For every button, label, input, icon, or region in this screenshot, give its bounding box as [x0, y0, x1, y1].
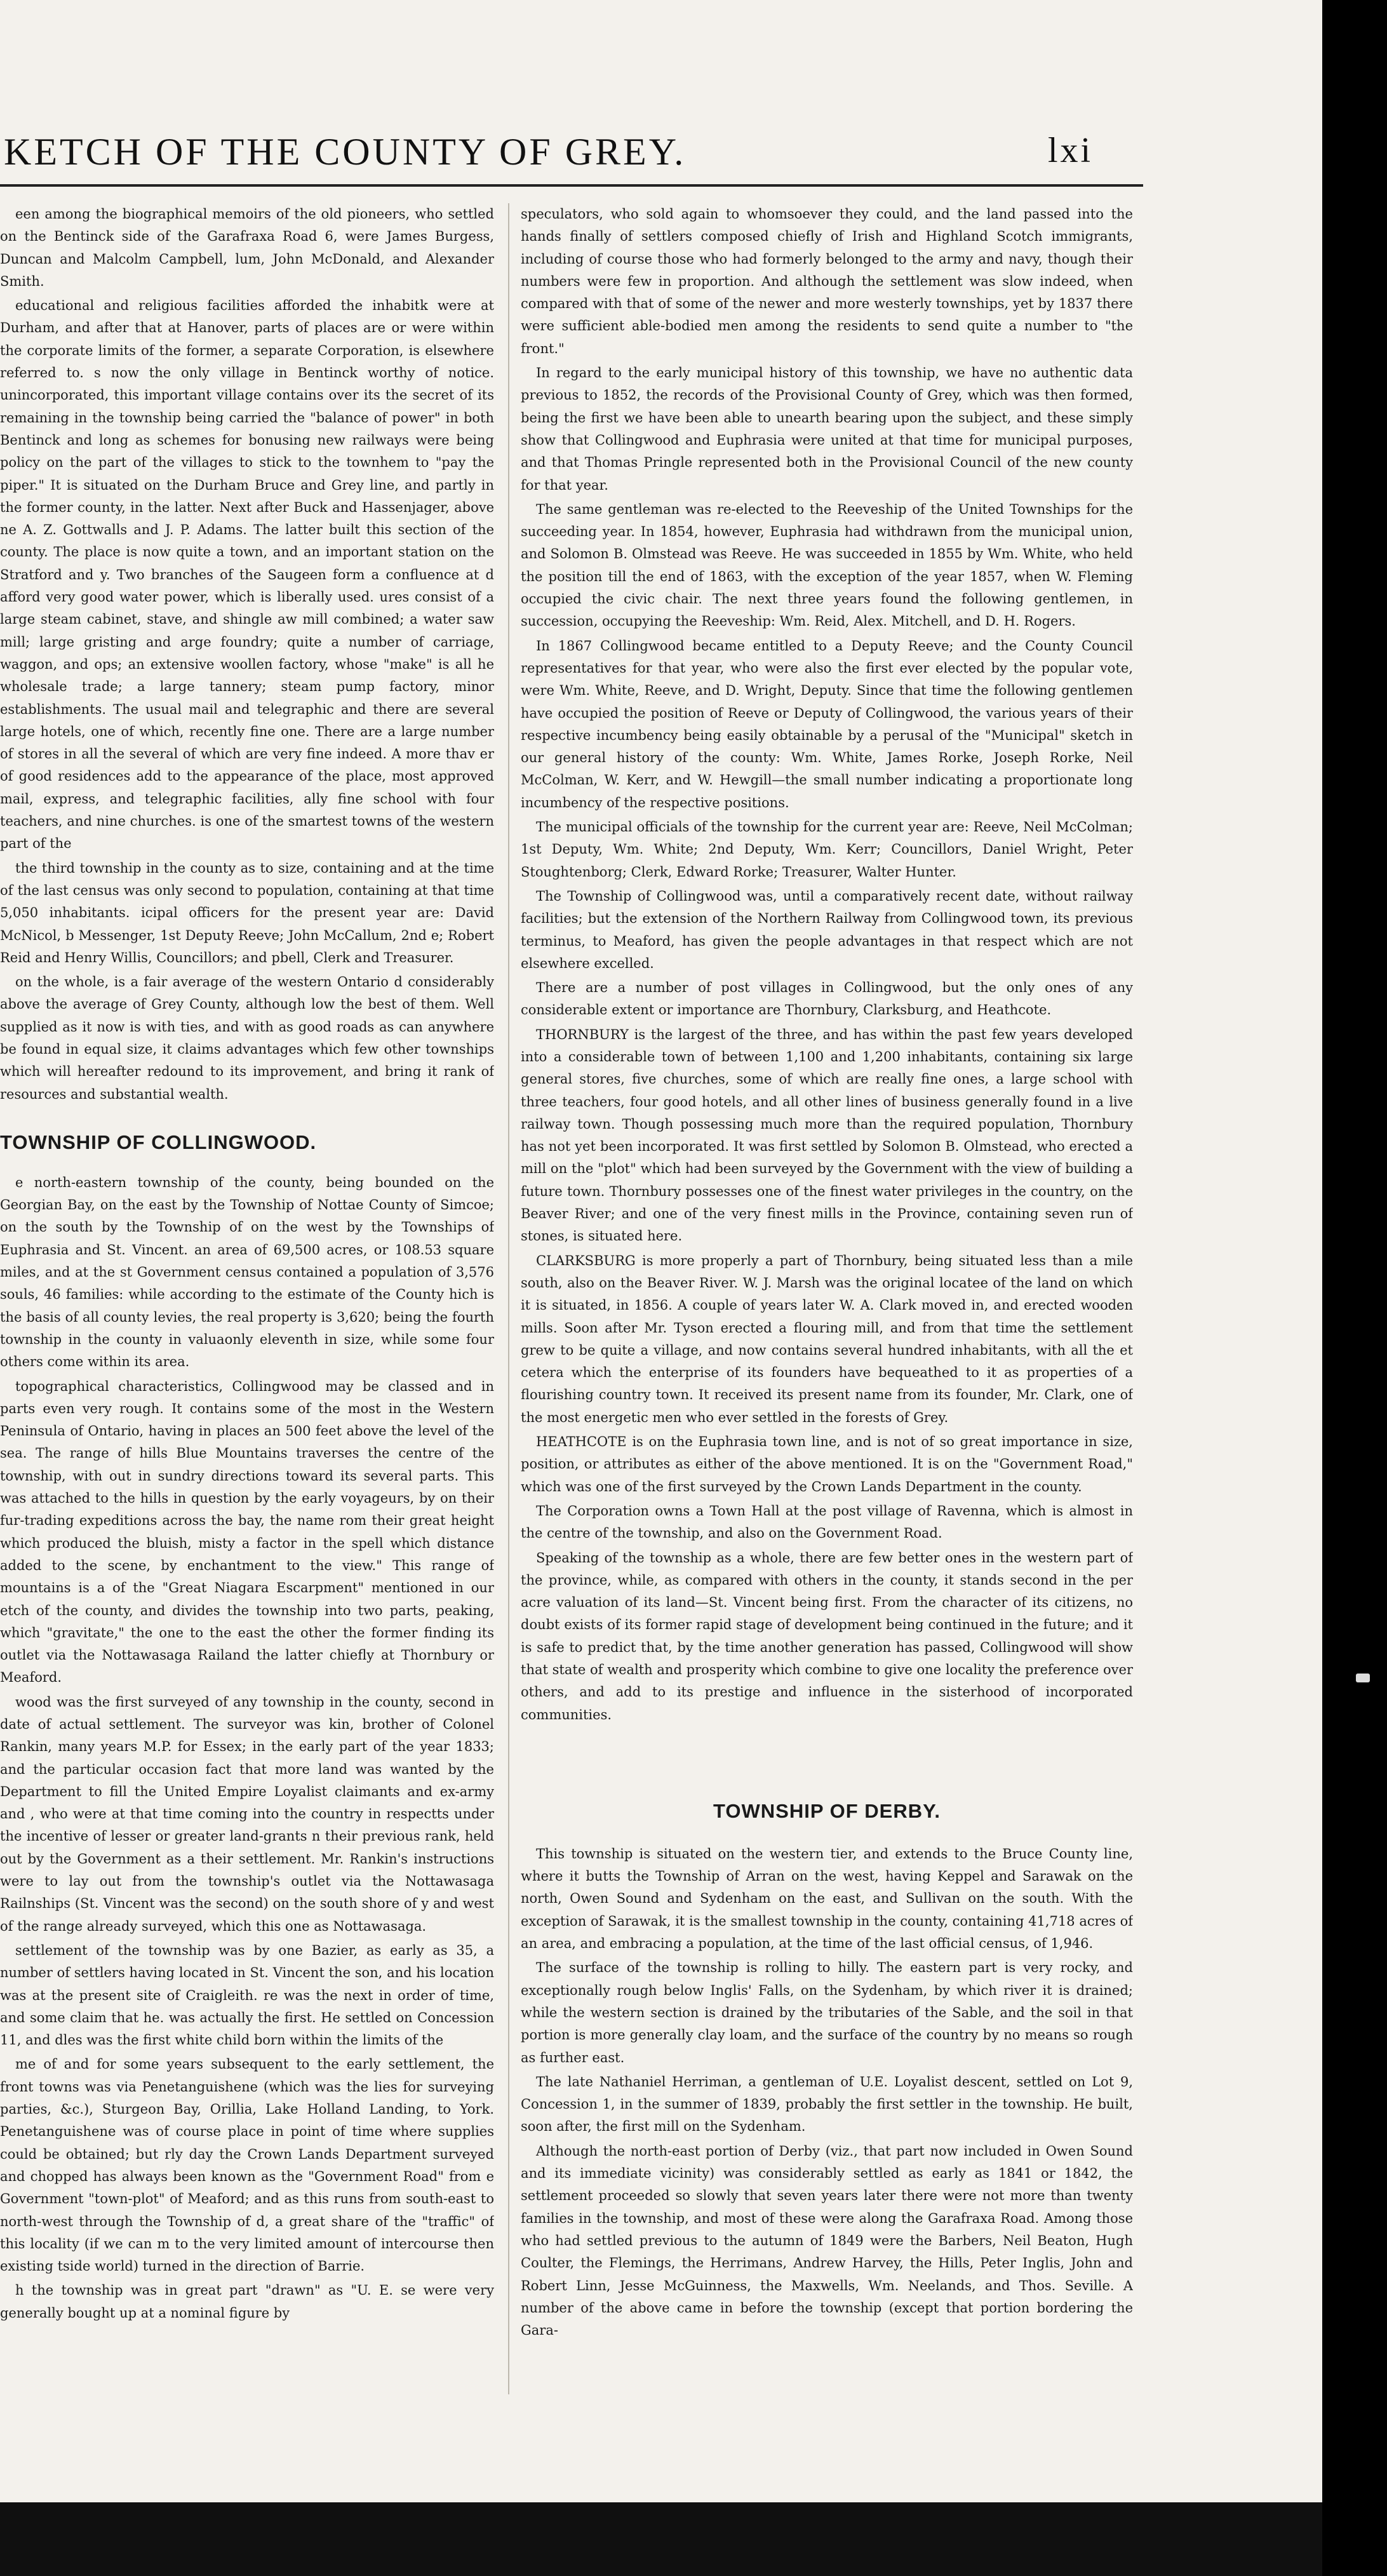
right-paragraph: In 1867 Collingwood became entitled to a Deputy Reeve; and the County Council representatives for that year, who were also the first ever elected by the popular vote, were Wm. White, Reeve, and D. Wright, Deputy. Since that time the following gentlemen have occupied the position of Reeve or Deputy of Collingwood, the various years of their respective incumbency being easily obtainable by a perusal of the "Municipal" sketch in our general history of the county: Wm. White, James Rorke, Joseph Rorke, Neil McColman, W. Kerr, and W. Hewgill—the small number indicating a proportionate long incumbency of the respective positions.	[521, 638, 1133, 810]
right-paragraph: speculators, who sold again to whomsoever they could, and the land passed into the hands finally of settlers composed chiefly of Irish and Highland Scotch immigrants, including of course those who had formerly belonged to the army and navy, though their numbers were few in proportion. And although the settlement was slow indeed, when compared with that of some of the newer and more westerly townships, yet by 1837 there were sufficient able-bodied men among the residents to send quite a number to "the front."	[521, 206, 1133, 356]
right-paragraph: HEATHCOTE is on the Euphrasia town line, and is not of so great importance in size, position, or attributes as either of the above mentioned. It is on the "Government Road," which was one of the first surveyed by the Crown Lands Department in the county.	[521, 1434, 1133, 1494]
right-paragraph: CLARKSBURG is more properly a part of Thornbury, being situated less than a mile south, also on the Beaver River. W. J. Marsh was the original locatee of the land on which it is situated, in 1856. A couple of years later W. A. Clark moved in, and erected wooden mills. Soon after Mr. Tyson erected a flouring mill, and from that time the settlement grew to be quite a village, and now contains several hundred inhabitants, with all the et cetera which the enterprise of its founders have bequeathed to it as properties of a flourishing country town. It received its present name from its founder, Mr. Clark, one of the most energetic men who ever settled in the forests of Grey.	[521, 1252, 1133, 1425]
right-paragraph: Speaking of the township as a whole, there are few better ones in the western part of the province, while, as compared with others in the county, it stands second in the per acre valuation of its land—St. Vincent being first. From the character of its citizens, no doubt exists of its former rapid stage of development being continued in the future; and it is safe to predict that, by the time another generation has passed, Collingwood will show that state of wealth and prosperity which combine to give one locality the preference over others, and add to its prestige and influence in the sisterhood of incorporated communities.	[521, 1550, 1133, 1722]
right-paragraph: Although the north-east portion of Derby (viz., that part now included in Owen Sound and its immediate vicinity) was considerably settled as early as 1841 or 1842, the settlement proceeded so slowly that seven years later there were not more than twenty families in the township, and most of these were along the Garafraxa Road. Among those who had settled previous to the autumn of 1849 were the Barbers, Neil Beaton, Hugh Coulter, the Flemings, the Herrimans, Andrew Harvey, the Hills, Peter Inglis, John and Robert Linn, Jesse McGuinness, the Maxwells, Wm. Neelands, and Thos. Seville. A number of the above came in before the township (except that portion bordering the Gara-	[521, 2143, 1133, 2338]
right-paragraph: THORNBURY is the largest of the three, and has within the past few years developed into a considerable town of between 1,100 and 1,200 inhabitants, containing six large general stores, five churches, some of which are really fine ones, a large school with three teachers, four good hotels, and all other lines of business generally found in a live railway town. Though possessing much more than the required population, Thornbury has not yet been incorporated. It was first settled by Solomon B. Olmstead, who erected a mill on the "plot" which had been surveyed by the Government with the view of building a future town. Thornbury possesses one of the finest water privileges in the country, on the Beaver River; and one of the very finest mills in the Province, containing seven run of stones, is situated here.	[521, 1026, 1133, 1244]
right-column	[521, 203, 1133, 2490]
left-paragraph: een among the biographical memoirs of the old pioneers, who settled on the Bentinck side of the Garafraxa Road 6, were James Burgess, Duncan and Malcolm Campbell, lum, John McDonald, and Alexander Smith.	[0, 206, 494, 289]
section-heading-collingwood: TOWNSHIP OF COLLINGWOOD.	[0, 1130, 317, 1153]
section-heading-derby: TOWNSHIP OF DERBY.	[713, 1799, 941, 1822]
left-paragraph: the third township in the county as to size, containing and at the time of the last census was only second to population, containing at that time 5,050 inhabitants. icipal officers for the present year are: David McNicol, b Messenger, 1st Deputy Reeve; John McCallum, 2nd e; Robert Reid and Henry Willis, Councillors; and pbell, Clerk and Treasurer.	[0, 860, 494, 965]
right-paragraph: There are a number of post villages in Collingwood, but the only ones of any considerable extent or importance are Thornbury, Clarksburg, and Heathcote.	[521, 980, 1133, 1018]
left-paragraph: on the whole, is a fair average of the western Ontario d considerably above the average of Grey County, although low the best of them. Well supplied as it now is with ties, and with as good roads as can anywhere be found in equal size, it claims advantages which few other townships which will hereafter redound to its improvement, and bring it rank of resources and substantial wealth.	[0, 974, 494, 1102]
left-paragraph: h the township was in great part "drawn" as "U. E. se were very generally bought up at a nominal figure by	[0, 2283, 494, 2321]
left-paragraph: settlement of the township was by one Bazier, as early as 35, a number of settlers having located in St. Vincent the son, and his location was at the present site of Craigleith. re was the next in order of time, and some claim that he. was actually the first. He settled on Concession 11, and dles was the first white child born within the limits of the	[0, 1942, 494, 2048]
scan-bottom-shadow	[0, 2502, 1322, 2576]
column-divider	[508, 203, 509, 2394]
running-title: KETCH OF THE COUNTY OF GREY.	[4, 131, 687, 173]
page-header	[0, 130, 1118, 181]
left-paragraph: educational and religious facilities afforded the inhabitk were at Durham, and after that at Hanover, parts of places are or were within the corporate limits of the former, a separate Corporation, is elsewhere referred to. s now the only village in Bentinck worthy of notice. unincorporated, this important village contains over its the secret of its remaining in the township being carried the "balance of power" in both Bentinck and long as schemes for bonusing new railways were being policy on the part of the villages to stick to the townhem to "pay the piper." It is situated on the Durham Bruce and Grey line, and partly in the former county, in the latter. Next after Buck and Hassenjager, above ne A. Z. Gottwalls and J. P. Adams. The latter built this section of the county. The place is now quite a town, and an important station on the Stratford and y. Two branches of the Saugeen form a confluence at d afford very good water power, which is liberally used. ures consist of a large steam cabinet, stave, and shingle aw mill combined; a water saw mill; large gristing and arge foundry; quite a number of carriage, waggon, and ops; an extensive woollen factory, whose "make" is all he wholesale trade; a large tannery; steam pump factory, minor establishments. The usual mail and telegraphic and there are several large hotels, one of which, recently fine one. There are a large number of stores in all the several of which are very fine indeed. A more thav er of good residences add to the appearance of the place, most approved mail, express, and telegraphic facilities, ally fine school with four teachers, and nine churches. is one of the smartest towns of the western part of the	[0, 298, 494, 852]
right-paragraph: The Corporation owns a Town Hall at the post village of Ravenna, which is almost in the centre of the township, and also on the Government Road.	[521, 1503, 1133, 1541]
right-paragraph: The late Nathaniel Herriman, a gentleman of U.E. Loyalist descent, settled on Lot 9, Concession 1, in the summer of 1839, probably the first settler in the township. He built, soon after, the first mill on the Sydenham.	[521, 2074, 1133, 2135]
right-paragraph: The Township of Collingwood was, until a comparatively recent date, without railway facilities; but the extension of the Northern Railway from Collingwood town, its previous terminus, to Meaford, has given the people advantages in that respect which are not elsewhere excelled.	[521, 888, 1133, 971]
header-rule	[0, 184, 1143, 187]
page-number: lxi	[1048, 131, 1094, 170]
left-paragraph: wood was the first surveyed of any township in the county, second in date of actual settlement. The surveyor was kin, brother of Colonel Rankin, many years M.P. for Essex; in the early part of the year 1833; and the particular occasion fact that more land was wanted by the Department to fill the United Empire Loyalist claimants and ex-army and , who were at that time coming into the country in respectts under the incentive of lesser or greater land-grants n their previous rank, held out by the Government as a their settlement. Mr. Rankin's instructions were to lay out from the township's outlet via the Nottawasaga Railnships (St. Vincent was the second) on the south shore of y and west of the range already surveyed, which this one as Nottawasaga.	[0, 1694, 494, 1934]
right-paragraph: This township is situated on the western tier, and extends to the Bruce County line, where it butts the Township of Arran on the west, having Keppel and Sarawak on the north, Owen Sound and Sydenham on the east, and Sullivan on the south. With the exception of Sarawak, it is the smallest township in the county, containing 41,718 acres of an area, and embracing a population, at the time of the last official census, of 1,946.	[521, 1846, 1133, 1952]
right-paragraph: In regard to the early municipal history of this township, we have no authentic data previous to 1852, the records of the Provisional County of Grey, which was then formed, being the first we have been able to unearth bearing upon the subject, and these simply show that Collingwood and Euphrasia were united at that time for municipal purposes, and that Thomas Pringle represented both in the Provisional Council of the new county for that year.	[521, 365, 1133, 493]
right-paragraph: The same gentleman was re-elected to the Reeveship of the United Townships for the succeeding year. In 1854, however, Euphrasia had withdrawn from the municipal union, and Solomon B. Olmstead was Reeve. He was succeeded in 1855 by Wm. White, who held the position till the end of 1863, with the exception of the year 1857, when W. Fleming occupied the civic chair. The next three years found the following gentlemen, in succession, occupying the Reeveship: Wm. Reid, Alex. Mitchell, and D. H. Rogers.	[521, 501, 1133, 629]
left-paragraph: me of and for some years subsequent to the early settlement, the front towns was via Penetanguishene (which was the lies for surveying parties, &c.), Sturgeon Bay, Orillia, Lake Holland Landing, to York. Penetanguishene was of course place in point of time where supplies could be obtained; but rly day the Crown Lands Department surveyed and chopped has always been known as the "Government Road" from e Government "town-plot" of Meaford; and as this runs from south-east to north-west through the Township of d, a great share of the "traffic" of this locality (if we can m to the very limited amount of intercourse then existing tside world) turned in the direction of Barrie.	[0, 2056, 494, 2274]
left-column	[0, 203, 494, 2490]
left-paragraph: e north-eastern township of the county, being bounded on the Georgian Bay, on the east by the Township of Nottae County of Simcoe; on the south by the Township of on the west by the Townships of Euphrasia and St. Vincent. an area of 69,500 acres, or 108.53 square miles, and at the st Government census contained a population of 3,576 souls, 46 families: while according to the estimate of the County hich is the basis of all county levies, the real property is 3,620; being the fourth township in the county in valuaonly eleventh in size, while some four others come within its area.	[0, 1174, 494, 1370]
left-paragraph: topographical characteristics, Collingwood may be classed and in parts even very rough. It contains some of the most in the Western Peninsula of Ontario, having in places an 500 feet above the level of the sea. The range of hills Blue Mountains traverses the centre of the township, with out in sundry directions toward its several parts. This was attached to the hills in question by the early voyageurs, by on their fur-trading expeditions across the bay, the name rom their great height which produced the bluish, misty a factor in the spell which distance added to the scene, by enchantment to the view." This range of mountains is a of the "Great Niagara Escarpment" mentioned in our etch of the county, and divides the township into two parts, peaking, which "gravitate," the one to the east the other the former finding its outlet via the Nottawasaga Railand the latter chiefly at Thornbury or Meaford.	[0, 1378, 494, 1686]
right-paragraph: The municipal officials of the township for the current year are: Reeve, Neil McColman; 1st Deputy, Wm. White; 2nd Deputy, Wm. Kerr; Councillors, Daniel Wright, Peter Stoughtenborg; Clerk, Edward Rorke; Treasurer, Walter Hunter.	[521, 819, 1133, 880]
scan-edge-mark	[1356, 1674, 1370, 1682]
right-paragraph: The surface of the township is rolling to hilly. The eastern part is very rocky, and exceptionally rough below Inglis' Falls, on the Sydenham, by which river it is drained; while the western section is drained by the tributaries of the Sable, and the soil in that portion is more generally clay loam, and the surface of the country by no means so rough as further east.	[521, 1960, 1133, 2065]
